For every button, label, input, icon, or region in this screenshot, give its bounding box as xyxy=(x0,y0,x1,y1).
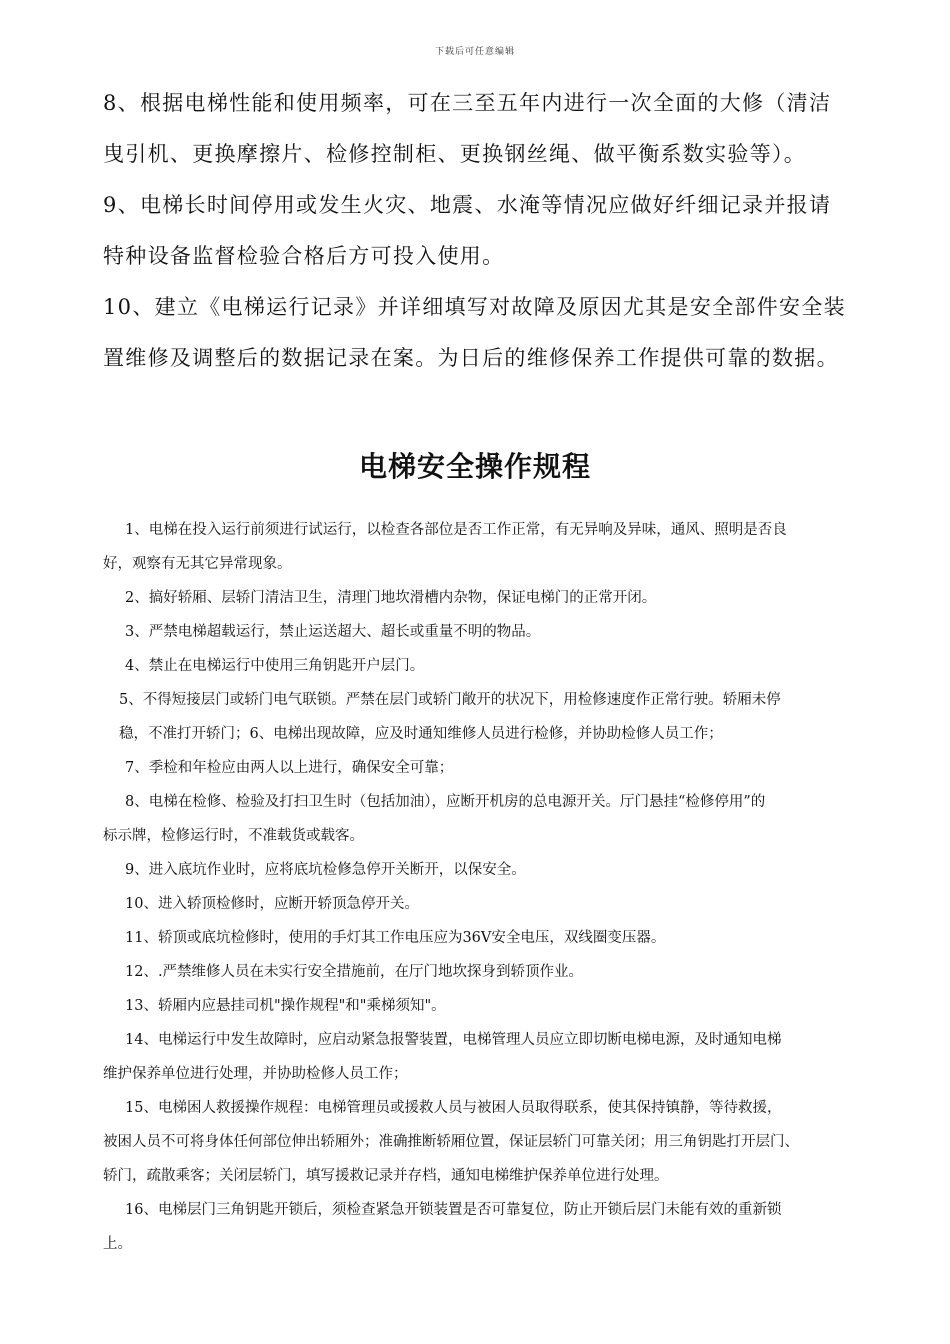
rule-line: 4、禁止在电梯运行中使用三角钥匙开户层门。 xyxy=(125,658,425,674)
rule-line: 轿门，疏散乘客；关闭层轿门，填写援救记录并存档，通知电梯维护保养单位进行处理。 xyxy=(103,1168,669,1184)
paragraph-line: 9、电梯长时间停用或发生火灾、地震、水淹等情况应做好纤细记录并报请 xyxy=(103,193,832,217)
rule-line: 1、电梯在投入运行前须进行试运行，以检查各部位是否工作正常，有无异响及异味，通风、照明是否良 xyxy=(125,522,787,538)
rule-line: 维护保养单位进行处理，并协助检修人员工作； xyxy=(103,1066,408,1082)
rule-line: 11、轿顶或底坑检修时，使用的手灯其工作电压应为36V安全电压，双线圈变压器。 xyxy=(125,930,666,946)
rule-line: 8、电梯在检修、检验及打扫卫生时（包括加油），应断开机房的总电源开关。厅门悬挂“检修停用”的 xyxy=(125,794,766,810)
paragraph-line: 置维修及调整后的数据记录在案。为日后的维修保养工作提供可靠的数据。 xyxy=(103,346,839,370)
rule-line: 被困人员不可将身体任何部位伸出轿厢外；准确推断轿厢位置，保证层轿门可靠关闭；用三角钥匙打开层门、 xyxy=(103,1134,799,1150)
rule-line: 5、不得短接层门或轿门电气联锁。严禁在层门或轿门敞开的状况下，用检修速度作正常行驶。轿厢未停 xyxy=(119,692,781,708)
rule-line: 14、电梯运行中发生故障时，应启动紧急报警装置，电梯管理人员应立即切断电梯电源，及时通知电梯 xyxy=(125,1032,782,1048)
rule-line: 10、进入轿顶检修时，应断开轿顶急停开关。 xyxy=(125,896,419,912)
paragraph-line: 8、根据电梯性能和使用频率，可在三至五年内进行一次全面的大修（清洁 xyxy=(103,91,832,115)
maintenance-items xyxy=(103,78,863,384)
rule-line: 好，观察有无其它异常现象。 xyxy=(103,556,292,572)
rule-line: 稳，不准打开轿门；6、电梯出现故障，应及时通知维修人员进行检修，并协助检修人员工作； xyxy=(119,726,723,742)
paragraph-line: 特种设备监督检验合格后方可投入使用。 xyxy=(103,244,505,268)
paragraph-line: 10、建立《电梯运行记录》并详细填写对故障及原因尤其是安全部件安全装 xyxy=(103,295,846,319)
rule-line: 3、严禁电梯超载运行，禁止运送超大、超长或重量不明的物品。 xyxy=(125,624,541,640)
rule-line: 9、进入底坑作业时，应将底坑检修急停开关断开，以保安全。 xyxy=(125,862,526,878)
safety-rules-list xyxy=(103,513,851,1261)
rule-line: 13、轿厢内应悬挂司机"操作规程"和"乘梯须知"。 xyxy=(125,998,446,1014)
rule-line: 12、.严禁维修人员在未实行安全措施前，在厅门地坎探身到轿顶作业。 xyxy=(125,964,584,980)
paragraph-line: 曳引机、更换摩擦片、检修控制柜、更换钢丝绳、做平衡系数实验等）。 xyxy=(103,142,807,166)
rule-line: 标示牌，检修运行时，不准载货或载客。 xyxy=(103,828,364,844)
rule-line: 上。 xyxy=(103,1236,132,1252)
document-title: 电梯安全操作规程 xyxy=(358,450,591,483)
rule-line: 2、搞好轿厢、层轿门清洁卫生，清理门地坎滑槽内杂物，保证电梯门的正常开闭。 xyxy=(125,590,657,606)
rule-line: 16、电梯层门三角钥匙开锁后，须检查紧急开锁装置是否可靠复位，防止开锁后层门未能有效的重新锁 xyxy=(125,1202,782,1218)
header-note: 下载后可任意编辑 xyxy=(434,47,515,57)
rule-line: 7、季检和年检应由两人以上进行，确保安全可靠； xyxy=(125,760,454,776)
rule-line: 15、电梯困人救援操作规程：电梯管理员或援救人员与被困人员取得联系，使其保持镇静，等待救援， xyxy=(125,1100,782,1116)
